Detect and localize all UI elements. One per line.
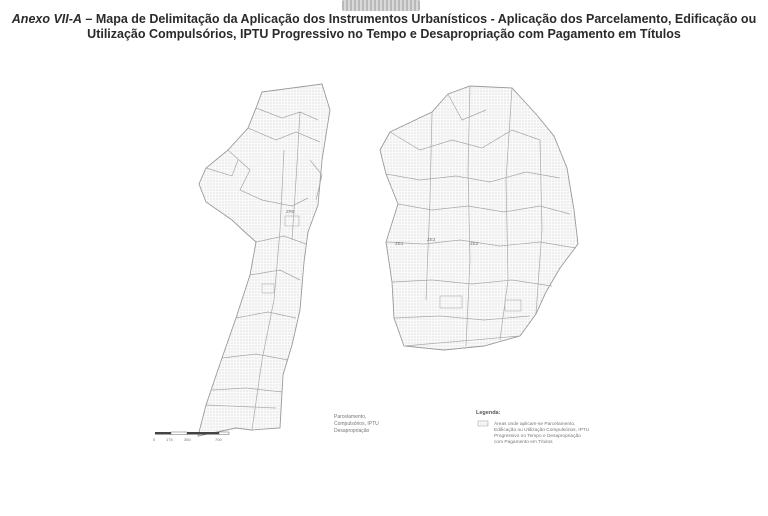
inner-legend-line-1: Parcelamento, [334,414,367,420]
legend-title: Legenda: [476,410,501,416]
right-region-shape [380,86,578,350]
map-legend [476,410,590,445]
scale-label-175: 175 [166,437,173,442]
title-rest: – Mapa de Delimitação da Aplicação dos Instrumentos Urbanísticos - Aplicação dos Parcelamento, Edificação ou [81,12,757,26]
zone-label-ze1: ZE1 [395,241,404,246]
legend-line-2: Edificação ou Utilização Compulsórios, IPTU [494,428,590,433]
title-line-2: Utilização Compulsórios, IPTU Progressivo no Tempo e Desapropriação com Pagamento em Títulos [87,27,681,41]
legend-swatch [478,421,488,426]
map-region-left [198,84,330,436]
scale-bar [153,432,229,442]
inner-legend [334,414,379,434]
zone-label-zr5: ZR5 [286,209,295,214]
legend-line-4: com Pagamento em Títulos [494,440,553,445]
legend-line-3: Progressivo no Tempo e Desapropriação [494,434,581,439]
legend-line-1: Áreas onde aplicam-se Parcelamento, [494,422,576,427]
annex-label: Anexo VII-A [11,12,82,26]
scale-label-700: 700 [215,437,222,442]
left-region-shape [198,84,330,436]
inner-legend-line-3: Desapropriação [334,428,370,434]
zone-label-ze3: ZE3 [427,237,436,242]
scale-label-0: 0 [153,437,156,442]
scale-label-350: 350 [184,437,191,442]
map-region-right [380,86,578,350]
inner-legend-line-2: Compulsórios, IPTU [334,421,379,427]
zone-label-ze2: ZE2 [470,241,479,246]
